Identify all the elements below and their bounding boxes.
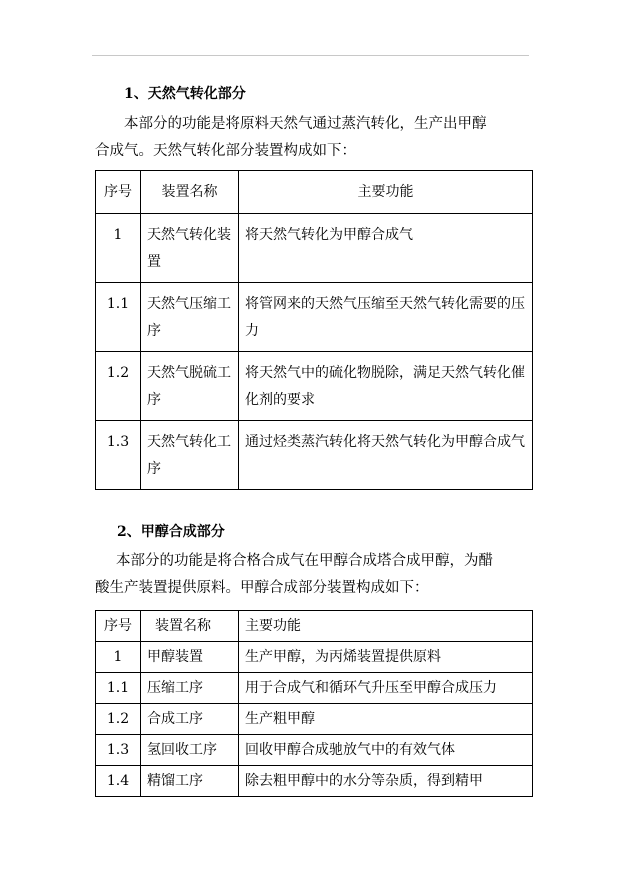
row-num: 1.4 — [96, 766, 141, 797]
section2-para-line1: 本部分的功能是将合格合成气在甲醇合成塔合成甲醇，为醋 — [116, 553, 493, 569]
row-num: 1.3 — [96, 421, 141, 490]
section2-para-line2: 酸生产装置提供原料。甲醇合成部分装置构成如下： — [95, 580, 429, 596]
table-header-row — [96, 171, 533, 214]
header-name: 装置名称 — [141, 171, 239, 214]
row-name: 甲醇装置 — [141, 642, 239, 673]
row-func: 将管网来的天然气压缩至天然气转化需要的压力 — [239, 283, 533, 352]
table-row — [96, 283, 533, 352]
row-func: 生产粗甲醇 — [239, 704, 533, 735]
header-func: 主要功能 — [239, 611, 533, 642]
row-func: 将天然气转化为甲醇合成气 — [239, 214, 533, 283]
section1-para-line2: 合成气。天然气转化部分装置构成如下： — [95, 143, 356, 159]
table-row — [96, 214, 533, 283]
row-name: 氢回收工序 — [141, 735, 239, 766]
row-func: 回收甲醇合成驰放气中的有效气体 — [239, 735, 533, 766]
table-row — [96, 673, 533, 704]
row-name: 天然气转化装置 — [141, 214, 239, 283]
row-num: 1 — [96, 642, 141, 673]
section1-table — [95, 170, 533, 490]
section1-heading: 1、天然气转化部分 — [124, 86, 246, 102]
header-num: 序号 — [96, 171, 141, 214]
row-num: 1.1 — [96, 283, 141, 352]
header-func: 主要功能 — [239, 171, 533, 214]
section2-heading: 2、甲醇合成部分 — [117, 524, 225, 540]
table-row — [96, 704, 533, 735]
section2-table — [95, 610, 533, 797]
header-num: 序号 — [96, 611, 141, 642]
row-func: 将天然气中的硫化物脱除，满足天然气转化催化剂的要求 — [239, 352, 533, 421]
row-func: 通过烃类蒸汽转化将天然气转化为甲醇合成气 — [239, 421, 533, 490]
table-row — [96, 421, 533, 490]
section1-para-line1: 本部分的功能是将原料天然气通过蒸汽转化，生产出甲醇 — [124, 116, 487, 132]
row-func: 用于合成气和循环气升压至甲醇合成压力 — [239, 673, 533, 704]
row-name: 压缩工序 — [141, 673, 239, 704]
row-name: 精馏工序 — [141, 766, 239, 797]
page-header-rule — [92, 55, 529, 56]
row-func: 除去粗甲醇中的水分等杂质，得到精甲 — [239, 766, 533, 797]
table-row — [96, 642, 533, 673]
row-name: 天然气脱硫工序 — [141, 352, 239, 421]
row-num: 1.1 — [96, 673, 141, 704]
row-name: 合成工序 — [141, 704, 239, 735]
row-func: 生产甲醇，为丙烯装置提供原料 — [239, 642, 533, 673]
row-name: 天然气转化工序 — [141, 421, 239, 490]
row-name: 天然气压缩工序 — [141, 283, 239, 352]
section2-paragraph — [95, 548, 532, 602]
header-name: 装置名称 — [141, 611, 239, 642]
row-num: 1 — [96, 214, 141, 283]
section1-paragraph — [95, 111, 532, 165]
row-num: 1.3 — [96, 735, 141, 766]
row-num: 1.2 — [96, 352, 141, 421]
row-num: 1.2 — [96, 704, 141, 735]
table-row — [96, 766, 533, 797]
table-row — [96, 352, 533, 421]
table-row — [96, 735, 533, 766]
table-header-row — [96, 611, 533, 642]
